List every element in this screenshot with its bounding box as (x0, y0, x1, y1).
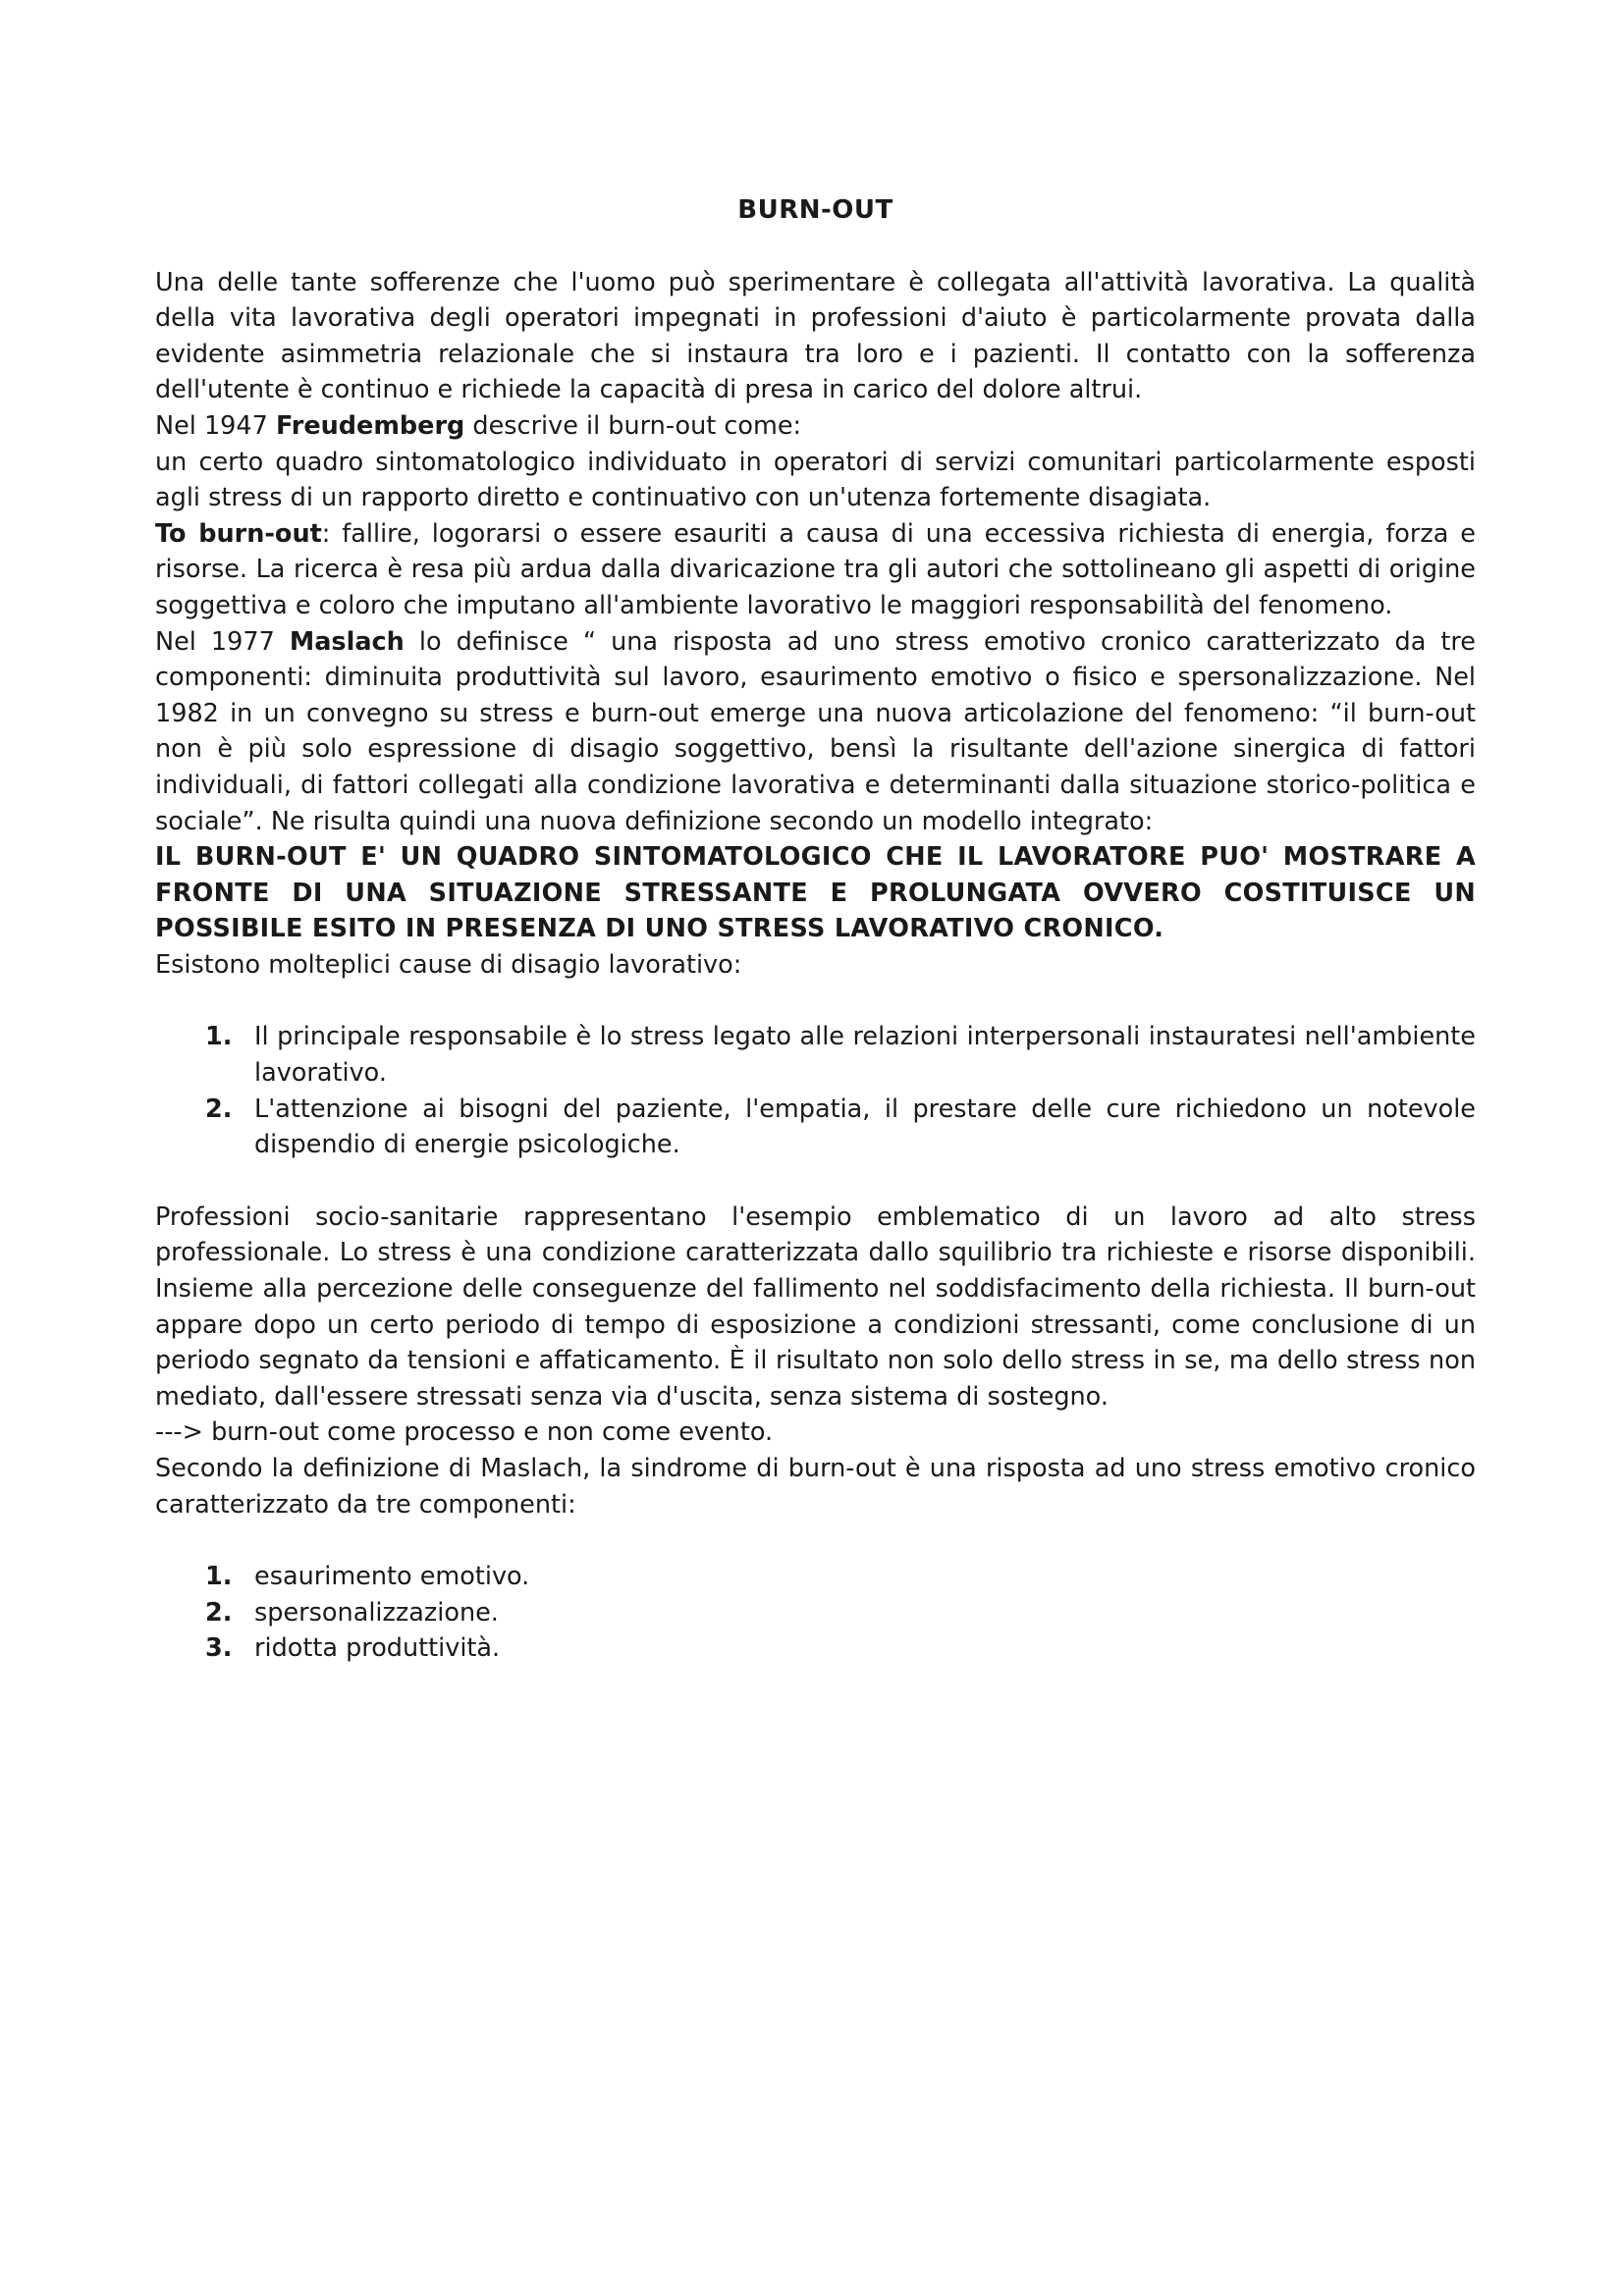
paragraph-maslach-definition: Secondo la definizione di Maslach, la sindrome di burn-out è una risposta ad uno stress emotivo cronico caratterizzato da tre componenti: (155, 1454, 1476, 1520)
paragraph-professions: Professioni socio-sanitarie rappresentano l'esempio emblematico di un lavoro ad alto stress professionale. Lo stress è una condizione caratterizzata dallo squilibrio tra richieste e risorse disponibili. Insieme alla percezione delle conseguenze del fallimento nel soddisfacimento della richiesta. Il burn-out appare dopo un certo periodo di tempo di esposizione a condizioni stressanti, come conclusione di un periodo segnato da tensioni e affaticamento. È il risultato non solo dello stress in se, ma dello stress non mediato, dall'essere stressati senza via d'uscita, senza sistema di sostegno. (155, 1201, 1476, 1412)
causes-list (155, 1019, 1476, 1162)
list-item-number: 1. (205, 1022, 233, 1052)
list-item-text: L'attenzione ai bisogni del paziente, l'empatia, il prestare delle cure richiedono un notevole dispendio di energie psicologiche. (254, 1094, 1476, 1160)
list-item-text: Il principale responsabile è lo stress legato alle relazioni interpersonali instauratesi nell'ambiente lavorativo. (254, 1022, 1476, 1089)
bold-name-maslach: Maslach (289, 626, 405, 657)
list-item-text: spersonalizzazione. (254, 1597, 499, 1628)
paragraph-uppercase-definition: IL BURN-OUT E' UN QUADRO SINTOMATOLOGICO CHE IL LAVORATORE PUO' MOSTRARE A FRONTE DI UNA SITUAZIONE STRESSANTE E PROLUNGATA OVVERO COSTITUISCE UN POSSIBILE ESITO IN PRESENZA DI UNO STRESS LAVORATIVO CRONICO. (155, 842, 1476, 944)
list-item-number: 1. (205, 1562, 233, 1592)
paragraph-definition: un certo quadro sintomatologico individuato in operatori di servizi comunitari particolarmente esposti agli stress di un rapporto diretto e continuativo con un'utenza fortemente disagiata. (155, 447, 1476, 513)
list-item-number: 2. (205, 1094, 233, 1124)
list-item-number: 3. (205, 1633, 233, 1664)
list-item (155, 1630, 1476, 1667)
document-title: BURN-OUT (737, 195, 893, 225)
paragraph-maslach (155, 624, 1476, 840)
list-item (155, 1595, 1476, 1631)
paragraph-intro: Una delle tante sofferenze che l'uomo può sperimentare è collegata all'attività lavorativa. La qualità della vita lavorativa degli operatori impegnati in professioni d'aiuto è particolarmente provata dalla evidente asimmetria relazionale che si instaura tra loro e i pazienti. Il contatto con la sofferenza dell'utente è continuo e richiede la capacità di presa in carico del dolore altrui. (155, 267, 1476, 405)
document-page (155, 192, 1476, 1667)
text-run: Nel 1977 (155, 626, 290, 657)
list-item-text: esaurimento emotivo. (254, 1562, 530, 1592)
list-item-text: ridotta produttività. (254, 1633, 501, 1664)
list-item-number: 2. (205, 1597, 233, 1628)
spacer (155, 1163, 1476, 1200)
paragraph-freudemberg (155, 408, 1476, 445)
paragraph-to-burn-out (155, 516, 1476, 624)
list-item (155, 1092, 1476, 1163)
text-run: descrive il burn-out come: (464, 410, 802, 441)
paragraph-process: ---> burn-out come processo e non come evento. (155, 1417, 774, 1448)
list-item (155, 1019, 1476, 1091)
text-run: Nel 1947 (155, 410, 276, 441)
spacer (155, 983, 1476, 1019)
text-run: lo definisce “ una risposta ad uno stress emotivo cronico caratterizzato da tre componenti: diminuita produttività sul lavoro, esaurimento emotivo o fisico e spersonalizzazione. Nel 1982 in un convegno su stress e burn-out emerge una nuova articolazione del fenomeno: “il burn-out non è più solo espressione di disagio soggettivo, bensì la risultante dell'azione sinergica di fattori individuali, di fattori collegati alla condizione lavorativa e determinanti dalla situazione storico-politica e sociale”. Ne risulta quindi una nuova definizione secondo un modello integrato: (155, 626, 1476, 836)
list-item (155, 1559, 1476, 1595)
components-list (155, 1559, 1476, 1667)
bold-name-freudemberg: Freudemberg (275, 410, 465, 441)
paragraph-causes-intro: Esistono molteplici cause di disagio lavorativo: (155, 949, 742, 980)
spacer (155, 1522, 1476, 1559)
text-run: : fallire, logorarsi o essere esauriti a causa di una eccessiva richiesta di energia, forza e risorse. La ricerca è resa più ardua dalla divaricazione tra gli autori che sottolineano gli aspetti di origine soggettiva e coloro che imputano all'ambiente lavorativo le maggiori responsabilità del fenomeno. (155, 518, 1476, 620)
bold-term-to-burn-out: To burn-out (155, 518, 322, 549)
